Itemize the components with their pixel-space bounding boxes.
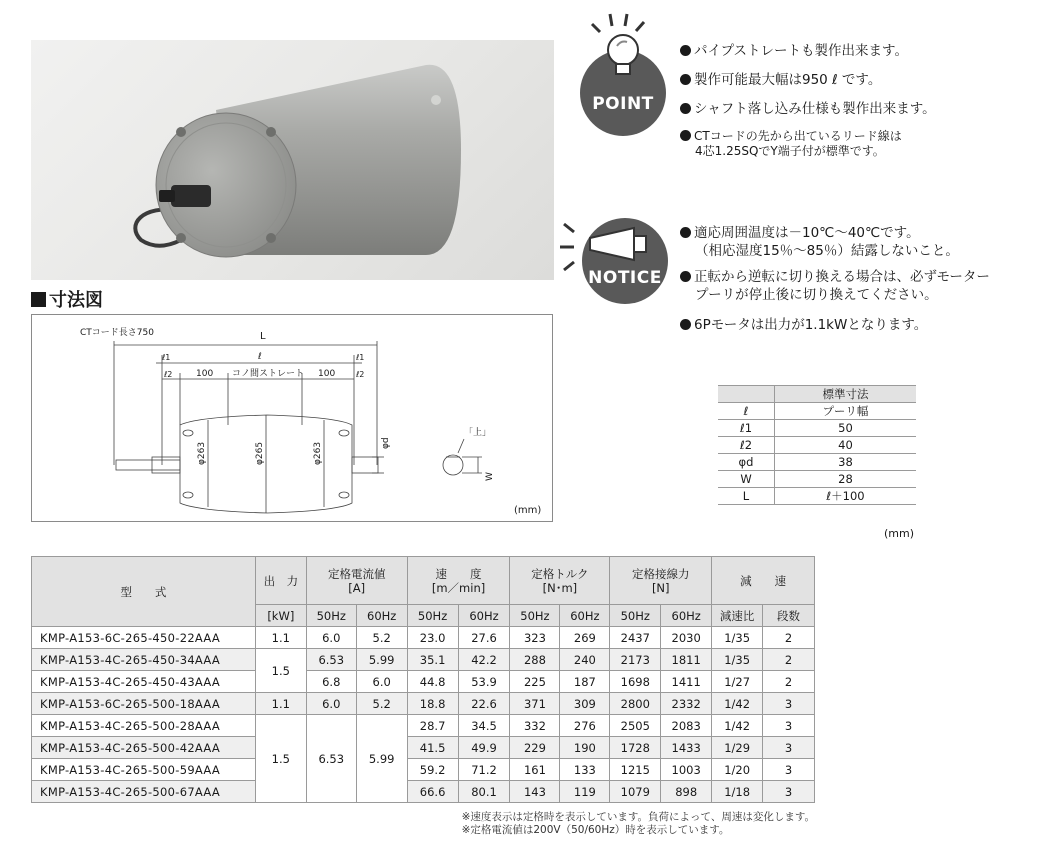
drawing-unit: (mm) xyxy=(514,505,542,516)
std-row: ℓ プーリ幅 xyxy=(718,403,916,420)
speed-header: 速 度 [m／min] xyxy=(407,557,510,605)
tension-header: 定格接線力 [N] xyxy=(610,557,712,605)
bullet-icon xyxy=(680,45,691,56)
hz50-header: 50Hz xyxy=(407,605,458,627)
note-speed: ※速度表示は定格時を表示しています。負荷によって、周速は変化します。 xyxy=(461,811,815,823)
hz60-header: 60Hz xyxy=(661,605,712,627)
straight-label: コノ間ストレート xyxy=(232,369,305,379)
point-label: POINT xyxy=(592,94,654,114)
left-100-label: 100 xyxy=(196,369,214,379)
table-row: KMP-A153-4C-265-450-34AAA 1.5 6.53 5.99 35.1 42.2 288 240 2173 1811 1/35 2 xyxy=(32,649,815,671)
note-current: ※定格電流値は200V（50/60Hz）時を表示しています。 xyxy=(461,824,730,836)
notice-label: NOTICE xyxy=(588,268,662,288)
table-row: KMP-A153-4C-265-500-59AAA 59.2 71.2 161 133 1215 1003 1/20 3 xyxy=(32,759,815,781)
top-mark-label: 「上」 xyxy=(464,428,492,438)
l1-right-label: ℓ1 xyxy=(356,353,365,362)
cord-note: CTコードの先から出ているリード線は xyxy=(680,129,936,144)
section-title: 寸法図 xyxy=(31,286,103,312)
l-label: ℓ xyxy=(258,352,262,362)
std-row: L ℓ＋100 xyxy=(718,488,916,505)
l1-left-label: ℓ1 xyxy=(162,353,171,362)
notice-circle xyxy=(582,218,668,304)
std-header: 標準寸法 xyxy=(775,386,917,403)
point-item: シャフト落し込み仕様も製作出来ます。 xyxy=(680,100,936,118)
model-header: 型 式 xyxy=(32,557,256,627)
notice-item-line2: （相応湿度15％～85％）結露しないこと。 xyxy=(695,243,959,259)
point-item: 製作可能最大幅は950 ℓ です。 xyxy=(680,71,936,89)
bullet-icon xyxy=(680,227,691,238)
lightbulb-icon xyxy=(603,32,643,78)
dimension-drawing xyxy=(31,314,553,522)
bullet-icon xyxy=(680,74,691,85)
output-header: 出 力 xyxy=(255,557,306,605)
L-label: L xyxy=(260,331,266,342)
phi-d-label: φd xyxy=(381,437,391,449)
table-row: KMP-A153-4C-265-500-67AAA 66.6 80.1 143 119 1079 898 1/18 3 xyxy=(32,781,815,803)
bullet-icon xyxy=(680,271,691,282)
product-photo xyxy=(31,40,554,280)
bullet-icon xyxy=(680,319,691,330)
d263-left-label: φ263 xyxy=(197,441,207,465)
std-row: W 28 xyxy=(718,471,916,488)
table-notes xyxy=(462,811,815,837)
bullet-icon xyxy=(680,103,691,114)
point-list xyxy=(680,42,936,159)
dimension-drawing-svg xyxy=(32,315,552,521)
notice-item: 適応周囲温度は－10℃～40℃です。 xyxy=(680,224,990,242)
table-row: KMP-A153-4C-265-450-43AAA 6.8 6.0 44.8 53.9 225 187 1698 1411 1/27 2 xyxy=(32,671,815,693)
l2-left-label: ℓ2 xyxy=(164,370,173,379)
notice-item: 正転から逆転に切り換える場合は、必ずモーター xyxy=(680,268,990,286)
notice-item: 6Pモータは出力が1.1kWとなります。 xyxy=(680,316,990,334)
l2-right-label: ℓ2 xyxy=(356,370,365,379)
reduction-header: 減 速 xyxy=(712,557,815,605)
current-header: 定格電流値 [A] xyxy=(306,557,407,605)
right-100-label: 100 xyxy=(318,369,336,379)
table-row: KMP-A153-4C-265-500-42AAA 41.5 49.9 229 190 1728 1433 1/29 3 xyxy=(32,737,815,759)
point-item: パイプストレートも製作出来ます。 xyxy=(680,42,936,60)
point-circle xyxy=(580,50,666,136)
std-row: ℓ2 40 xyxy=(718,437,916,454)
megaphone-icon xyxy=(586,226,650,262)
std-unit: (mm) xyxy=(884,527,915,540)
d265-label: φ265 xyxy=(255,441,265,465)
d263-right-label: φ263 xyxy=(313,441,323,465)
ct-cord-label: CTコード長さ750 xyxy=(80,328,154,338)
table-row: KMP-A153-4C-265-500-28AAA 1.5 6.53 5.99 28.7 34.5 332 276 2505 2083 1/42 3 xyxy=(32,715,815,737)
stages-header: 段数 xyxy=(763,605,815,627)
w-label: W xyxy=(485,472,495,481)
hz60-header: 60Hz xyxy=(458,605,510,627)
hz50-header: 50Hz xyxy=(306,605,356,627)
std-row: ℓ1 50 xyxy=(718,420,916,437)
spec-table xyxy=(31,556,815,803)
table-row: KMP-A153-6C-265-500-18AAA 1.1 6.0 5.2 18.8 22.6 371 309 2800 2332 1/42 3 xyxy=(32,693,815,715)
kw-unit: [kW] xyxy=(255,605,306,627)
hz50-header: 50Hz xyxy=(510,605,560,627)
standard-dimensions-table xyxy=(718,385,916,505)
cord-note-line2: 4芯1.25SQでY端子付が標準です。 xyxy=(695,144,885,158)
ratio-header: 減速比 xyxy=(712,605,763,627)
notice-item-line2: プーリが停止後に切り換えてください。 xyxy=(695,287,938,303)
hz60-header: 60Hz xyxy=(560,605,610,627)
hz50-header: 50Hz xyxy=(610,605,661,627)
square-bullet-icon xyxy=(31,292,46,307)
table-row: KMP-A153-6C-265-450-22AAA 1.1 6.0 5.2 23.0 27.6 323 269 2437 2030 1/35 2 xyxy=(32,627,815,649)
motor-pulley-illustration xyxy=(31,40,554,280)
torque-header: 定格トルク [N･m] xyxy=(510,557,610,605)
std-row: φd 38 xyxy=(718,454,916,471)
bullet-icon xyxy=(680,130,691,141)
notice-list xyxy=(680,224,990,334)
hz60-header: 60Hz xyxy=(356,605,407,627)
